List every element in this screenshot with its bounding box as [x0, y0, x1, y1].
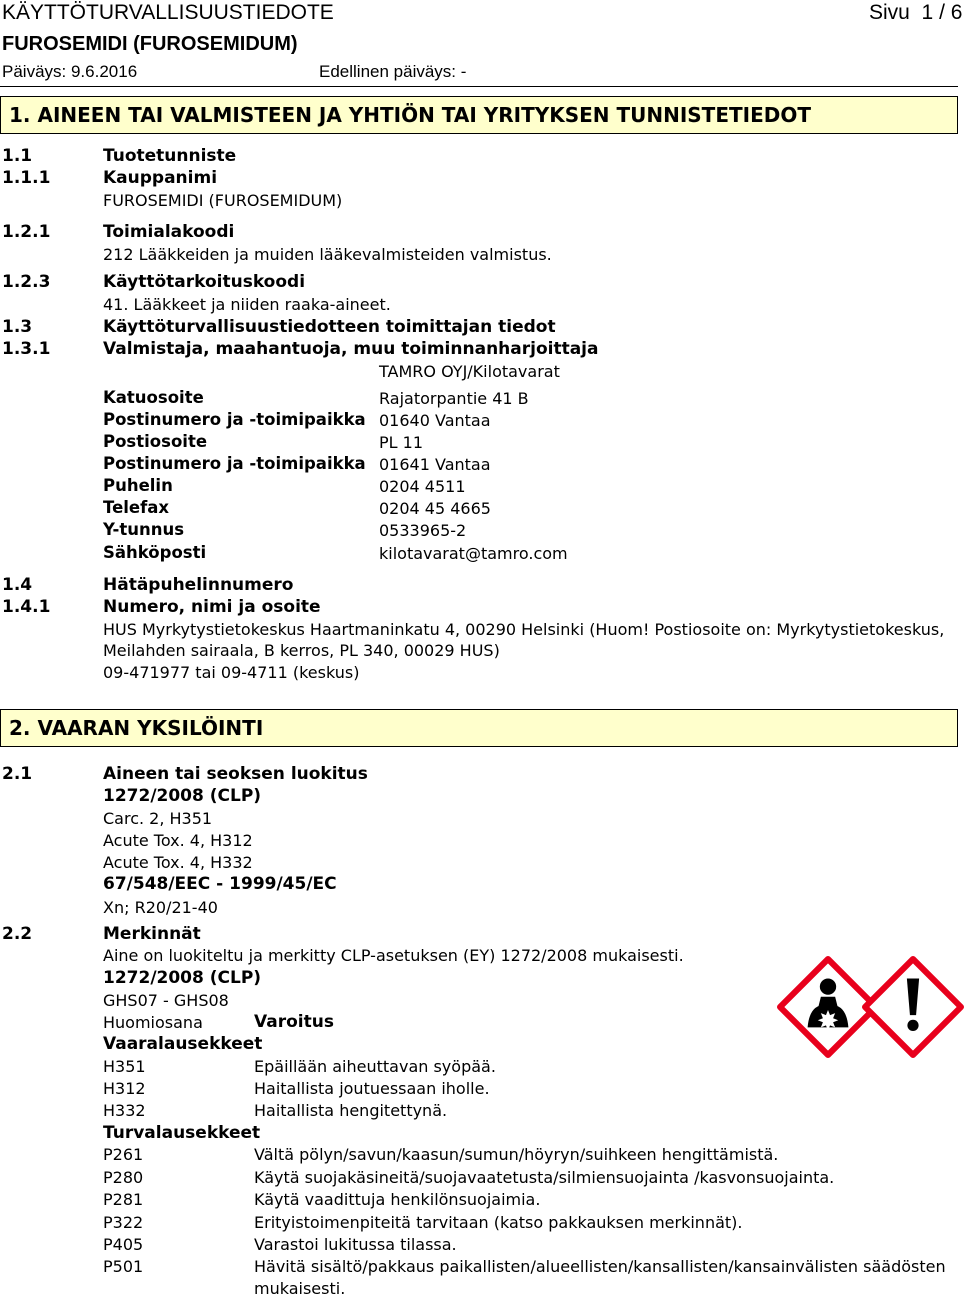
contact-key: Sähköposti	[103, 543, 207, 562]
page-current: 1	[921, 1, 934, 24]
contact-key: Postinumero ja -toimipaikka	[103, 454, 366, 473]
precaution-code: P281	[103, 1190, 144, 1209]
issue-date: Päiväys: 9.6.2016	[2, 62, 138, 81]
precaution-text: Erityistoimenpiteitä tarvitaan (katso pakkauksen merkinnät).	[254, 1213, 743, 1232]
contact-key: Postinumero ja -toimipaikka	[103, 410, 366, 429]
signal-word: Varoitus	[254, 1012, 334, 1032]
precaution-code: P501	[103, 1257, 144, 1276]
section-num: 1.3.1	[2, 339, 51, 359]
contact-key: Puhelin	[103, 476, 173, 495]
labelling-text: Aine on luokiteltu ja merkitty CLP-asetuksen (EY) 1272/2008 mukaisesti.	[103, 946, 684, 965]
precaution-title: Turvalausekkeet	[103, 1123, 261, 1143]
section-num: 1.1.1	[2, 168, 51, 188]
contact-key: Postiosoite	[103, 432, 208, 451]
ghs07-exclamation-icon	[862, 956, 964, 1058]
use-code: 41. Lääkkeet ja niiden raaka-aineet.	[103, 295, 391, 314]
classification-item: Xn; R20/21-40	[103, 898, 218, 917]
section-label: Hätäpuhelinnumero	[103, 575, 294, 595]
hazard-text: Haitallista joutuessaan iholle.	[254, 1079, 490, 1098]
contact-value: Rajatorpantie 41 B	[379, 389, 529, 408]
hazard-title: Vaaralausekkeet	[103, 1034, 263, 1054]
precaution-text: Käytä vaadittuja henkilönsuojaimia.	[254, 1190, 541, 1209]
emergency-line: HUS Myrkytystietokeskus Haartmaninkatu 4, 00290 Helsinki (Huom! Postiosoite on: Myrkytystietokeskus,	[103, 620, 945, 639]
document-title: KÄYTTÖTURVALLISUUSTIEDOTE	[2, 1, 334, 24]
contact-value: 0204 4511	[379, 477, 466, 496]
trade-name: FUROSEMIDI (FUROSEMIDUM)	[103, 191, 343, 210]
contact-value: 01641 Vantaa	[379, 455, 491, 474]
section-num: 1.3	[2, 317, 33, 337]
contact-value: 0533965-2	[379, 521, 467, 540]
section-num: 1.4	[2, 575, 33, 595]
page-label: Sivu	[869, 1, 910, 24]
page-separator: /	[939, 1, 945, 24]
emergency-line: 09-471977 tai 09-4711 (keskus)	[103, 663, 360, 682]
hazard-text: Haitallista hengitettynä.	[254, 1101, 448, 1120]
section-1-band	[0, 96, 958, 134]
section-num: 1.1	[2, 146, 33, 166]
page-indicator	[869, 1, 962, 25]
signal-word-label: Huomiosana	[103, 1013, 203, 1032]
precaution-code: P405	[103, 1235, 144, 1254]
hazard-code: H332	[103, 1101, 146, 1120]
contact-value: PL 11	[379, 433, 424, 452]
section-label: Numero, nimi ja osoite	[103, 597, 321, 617]
product-name: FUROSEMIDI (FUROSEMIDUM)	[2, 33, 298, 55]
ghs-codes: GHS07 - GHS08	[103, 991, 229, 1010]
precaution-text: Varastoi lukitussa tilassa.	[254, 1235, 457, 1254]
contact-value: 0204 45 4665	[379, 499, 491, 518]
classification-item: Acute Tox. 4, H312	[103, 831, 253, 850]
emergency-line: Meilahden sairaala, B kerros, PL 340, 00029 HUS)	[103, 641, 500, 660]
precaution-code: P280	[103, 1168, 144, 1187]
eec-title: 67/548/EEC - 1999/45/EC	[103, 874, 337, 894]
precaution-text: Käytä suojakäsineitä/suojavaatetusta/silmiensuojainta /kasvonsuojainta.	[254, 1168, 835, 1187]
section-num: 1.2.3	[2, 272, 51, 292]
precaution-text: Hävitä sisältö/pakkaus paikallisten/alueellisten/kansallisten/kansainvälisten säädösten	[254, 1257, 946, 1276]
contact-key: Y-tunnus	[103, 520, 185, 539]
classification-item: Carc. 2, H351	[103, 809, 213, 828]
section-label: Aineen tai seoksen luokitus	[103, 764, 368, 784]
contact-key: Katuosoite	[103, 388, 204, 407]
email-link[interactable]: kilotavarat@tamro.com	[379, 544, 568, 563]
section-1-heading: 1. AINEEN TAI VALMISTEEN JA YHTIÖN TAI YRITYKSEN TUNNISTETIEDOT	[9, 103, 811, 127]
precaution-code: P261	[103, 1145, 144, 1164]
section-label: Kauppanimi	[103, 168, 218, 188]
previous-date: Edellinen päiväys: -	[319, 62, 467, 81]
header-rule	[0, 86, 958, 87]
section-label: Toimialakoodi	[103, 222, 235, 242]
section-label: Valmistaja, maahantuoja, muu toiminnanharjoittaja	[103, 339, 599, 359]
section-2-heading: 2. VAARAN YKSILÖINTI	[9, 716, 264, 740]
precaution-text: Vältä pölyn/savun/kaasun/sumun/höyryn/suihkeen hengittämistä.	[254, 1145, 779, 1164]
section-num: 1.2.1	[2, 222, 51, 242]
precaution-code: P322	[103, 1213, 144, 1232]
page-total: 6	[950, 1, 963, 24]
contact-value: 01640 Vantaa	[379, 411, 491, 430]
contact-key: Telefax	[103, 498, 170, 517]
section-label: Käyttöturvallisuustiedotteen toimittajan tiedot	[103, 317, 556, 337]
hazard-code: H351	[103, 1057, 146, 1076]
section-label: Merkinnät	[103, 924, 201, 944]
section-2-band	[0, 709, 958, 747]
company-name: TAMRO OYJ/Kilotavarat	[379, 362, 560, 381]
section-label: Käyttötarkoituskoodi	[103, 272, 306, 292]
hazard-code: H312	[103, 1079, 146, 1098]
section-label: Tuotetunniste	[103, 146, 237, 166]
section-num: 1.4.1	[2, 597, 51, 617]
section-num: 2.1	[2, 764, 33, 784]
clp-title: 1272/2008 (CLP)	[103, 968, 262, 988]
section-num: 2.2	[2, 924, 33, 944]
industry-code: 212 Lääkkeiden ja muiden lääkevalmisteiden valmistus.	[103, 245, 552, 264]
classification-item: Acute Tox. 4, H332	[103, 853, 253, 872]
clp-title: 1272/2008 (CLP)	[103, 786, 262, 806]
hazard-text: Epäillään aiheuttavan syöpää.	[254, 1057, 496, 1076]
precaution-text-cont: mukaisesti.	[254, 1279, 346, 1298]
